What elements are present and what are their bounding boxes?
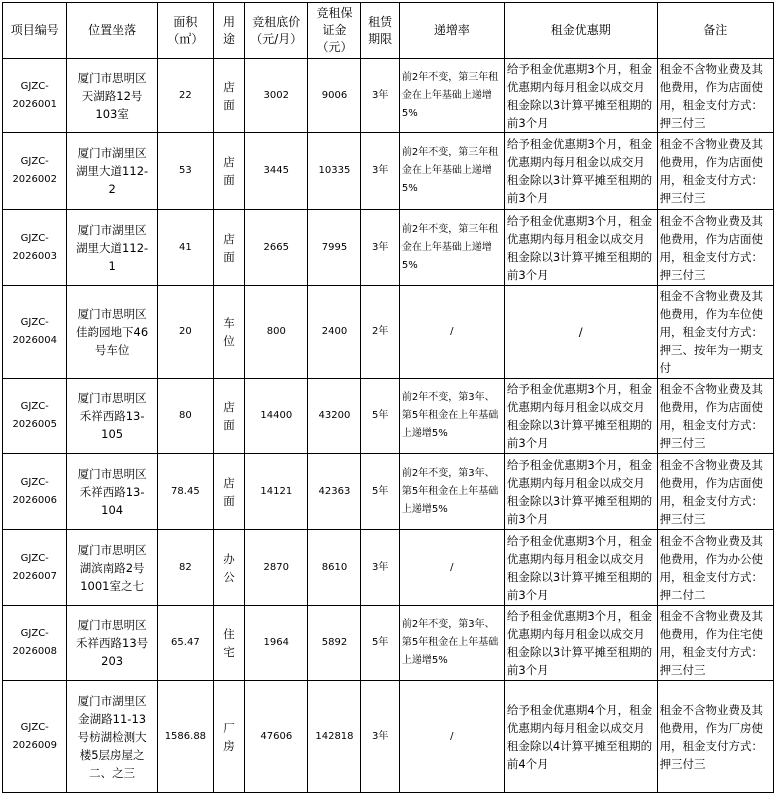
header-price: 竞租底价（元/月）: [245, 3, 308, 59]
cell-term: 5年: [361, 454, 399, 530]
cell-deposit: 2400: [308, 286, 361, 379]
header-area: 面积（㎡）: [157, 3, 213, 59]
cell-use: 厂房: [213, 681, 244, 793]
cell-discount: 给予租金优惠期3个月，租金优惠期内每月租金以成交月租金除以3计算平摊至租期的前3个月: [504, 606, 657, 681]
cell-note: 租金不含物业费及其他费用，作为店面使用，租金支付方式：押三付三: [657, 133, 773, 210]
cell-use: 店面: [213, 454, 244, 530]
cell-deposit: 9006: [308, 59, 361, 133]
cell-deposit: 7995: [308, 210, 361, 286]
cell-area: 22: [157, 59, 213, 133]
cell-note: 租金不含物业费及其他费用，作为办公使用，租金支付方式：押二付二: [657, 530, 773, 606]
cell-term: 5年: [361, 379, 399, 454]
cell-note: 租金不含物业费及其他费用，作为厂房使用，租金支付方式：押三付三: [657, 681, 773, 793]
cell-use: 车位: [213, 286, 244, 379]
cell-increase: 前2年不变，第3年、第5年租金在上年基础上递增5%: [399, 454, 504, 530]
cell-price: 800: [245, 286, 308, 379]
header-use: 用途: [213, 3, 244, 59]
cell-discount: 给予租金优惠期3个月，租金优惠期内每月租金以成交月租金除以3计算平摊至租期的前3个月: [504, 59, 657, 133]
cell-id: GJZC-2026006: [3, 454, 67, 530]
cell-use: 住宅: [213, 606, 244, 681]
cell-increase: /: [399, 530, 504, 606]
table-row: [3, 210, 774, 286]
cell-location: 厦门市思明区天湖路12号103室: [67, 59, 157, 133]
cell-term: 5年: [361, 606, 399, 681]
header-location: 位置坐落: [67, 3, 157, 59]
cell-use: 店面: [213, 133, 244, 210]
cell-term: 3年: [361, 210, 399, 286]
lease-table: [2, 2, 774, 793]
cell-use: 店面: [213, 210, 244, 286]
header-id: 项目编号: [3, 3, 67, 59]
cell-location: 厦门市思明区湖滨南路2号1001室之七: [67, 530, 157, 606]
cell-increase: 前2年不变，第3年、第5年租金在上年基础上递增5%: [399, 606, 504, 681]
cell-discount: 给予租金优惠期3个月，租金优惠期内每月租金以成交月租金除以3计算平摊至租期的前3个月: [504, 133, 657, 210]
header-term: 租赁期限: [361, 3, 399, 59]
table-row: [3, 379, 774, 454]
cell-increase: 前2年不变，第三年租金在上年基础上递增5%: [399, 59, 504, 133]
cell-discount: 给予租金优惠期3个月，租金优惠期内每月租金以成交月租金除以3计算平摊至租期的前3个月: [504, 210, 657, 286]
cell-term: 3年: [361, 530, 399, 606]
cell-note: 租金不含物业费及其他费用，作为店面使用，租金支付方式：押三付三: [657, 454, 773, 530]
cell-deposit: 142818: [308, 681, 361, 793]
cell-area: 65.47: [157, 606, 213, 681]
table-row: [3, 133, 774, 210]
cell-area: 1586.88: [157, 681, 213, 793]
cell-deposit: 5892: [308, 606, 361, 681]
cell-discount: 给予租金优惠期3个月，租金优惠期内每月租金以成交月租金除以3计算平摊至租期的前3个月: [504, 530, 657, 606]
header-discount: 租金优惠期: [504, 3, 657, 59]
cell-location: 厦门市思明区禾祥西路13-104: [67, 454, 157, 530]
cell-area: 80: [157, 379, 213, 454]
cell-id: GJZC-2026004: [3, 286, 67, 379]
table-row: [3, 454, 774, 530]
table-row: [3, 606, 774, 681]
cell-location: 厦门市思明区佳韵园地下46号车位: [67, 286, 157, 379]
cell-note: 租金不含物业费及其他费用，作为店面使用，租金支付方式：押三付三: [657, 379, 773, 454]
cell-price: 1964: [245, 606, 308, 681]
cell-note: 租金不含物业费及其他费用，作为住宅使用，租金支付方式：押三付三: [657, 606, 773, 681]
cell-note: 租金不含物业费及其他费用，作为店面使用，租金支付方式：押三付三: [657, 210, 773, 286]
cell-increase: /: [399, 681, 504, 793]
cell-location: 厦门市湖里区金湖路11-13号枋湖检测大楼5层房屋之二、之三: [67, 681, 157, 793]
cell-increase: 前2年不变，第三年租金在上年基础上递增5%: [399, 210, 504, 286]
cell-price: 14121: [245, 454, 308, 530]
cell-id: GJZC-2026003: [3, 210, 67, 286]
header-increase: 递增率: [399, 3, 504, 59]
cell-area: 41: [157, 210, 213, 286]
header-deposit: 竞租保证金（元）: [308, 3, 361, 59]
cell-discount: 给予租金优惠期3个月，租金优惠期内每月租金以成交月租金除以3计算平摊至租期的前3个月: [504, 379, 657, 454]
cell-term: 3年: [361, 681, 399, 793]
cell-note: 租金不含物业费及其他费用，作为店面使用，租金支付方式：押三付三: [657, 59, 773, 133]
cell-id: GJZC-2026009: [3, 681, 67, 793]
cell-deposit: 42363: [308, 454, 361, 530]
cell-price: 47606: [245, 681, 308, 793]
cell-location: 厦门市湖里区湖里大道112-1: [67, 210, 157, 286]
cell-id: GJZC-2026001: [3, 59, 67, 133]
cell-location: 厦门市思明区禾祥西路13号203: [67, 606, 157, 681]
cell-price: 2870: [245, 530, 308, 606]
header-row: [3, 3, 774, 59]
cell-use: 店面: [213, 379, 244, 454]
cell-location: 厦门市思明区禾祥西路13-105: [67, 379, 157, 454]
cell-discount: /: [504, 286, 657, 379]
cell-deposit: 43200: [308, 379, 361, 454]
cell-area: 82: [157, 530, 213, 606]
cell-price: 14400: [245, 379, 308, 454]
cell-increase: /: [399, 286, 504, 379]
cell-price: 2665: [245, 210, 308, 286]
cell-deposit: 10335: [308, 133, 361, 210]
cell-use: 办公: [213, 530, 244, 606]
cell-discount: 给予租金优惠期4个月，租金优惠期内每月租金以成交月租金除以4计算平摊至租期的前4个月: [504, 681, 657, 793]
cell-id: GJZC-2026005: [3, 379, 67, 454]
cell-increase: 前2年不变，第3年、第5年租金在上年基础上递增5%: [399, 379, 504, 454]
cell-deposit: 8610: [308, 530, 361, 606]
cell-note: 租金不含物业费及其他费用，作为车位使用，租金支付方式：押三、按年为一期支付: [657, 286, 773, 379]
cell-id: GJZC-2026007: [3, 530, 67, 606]
cell-use: 店面: [213, 59, 244, 133]
cell-id: GJZC-2026008: [3, 606, 67, 681]
cell-term: 2年: [361, 286, 399, 379]
cell-term: 3年: [361, 59, 399, 133]
cell-price: 3445: [245, 133, 308, 210]
cell-increase: 前2年不变，第三年租金在上年基础上递增5%: [399, 133, 504, 210]
header-note: 备注: [657, 3, 773, 59]
cell-id: GJZC-2026002: [3, 133, 67, 210]
table-row: [3, 681, 774, 793]
table-row: [3, 286, 774, 379]
cell-area: 78.45: [157, 454, 213, 530]
cell-area: 53: [157, 133, 213, 210]
cell-term: 3年: [361, 133, 399, 210]
cell-price: 3002: [245, 59, 308, 133]
table-row: [3, 59, 774, 133]
cell-area: 20: [157, 286, 213, 379]
cell-location: 厦门市湖里区湖里大道112-2: [67, 133, 157, 210]
cell-discount: 给予租金优惠期3个月，租金优惠期内每月租金以成交月租金除以3计算平摊至租期的前3个月: [504, 454, 657, 530]
table-row: [3, 530, 774, 606]
